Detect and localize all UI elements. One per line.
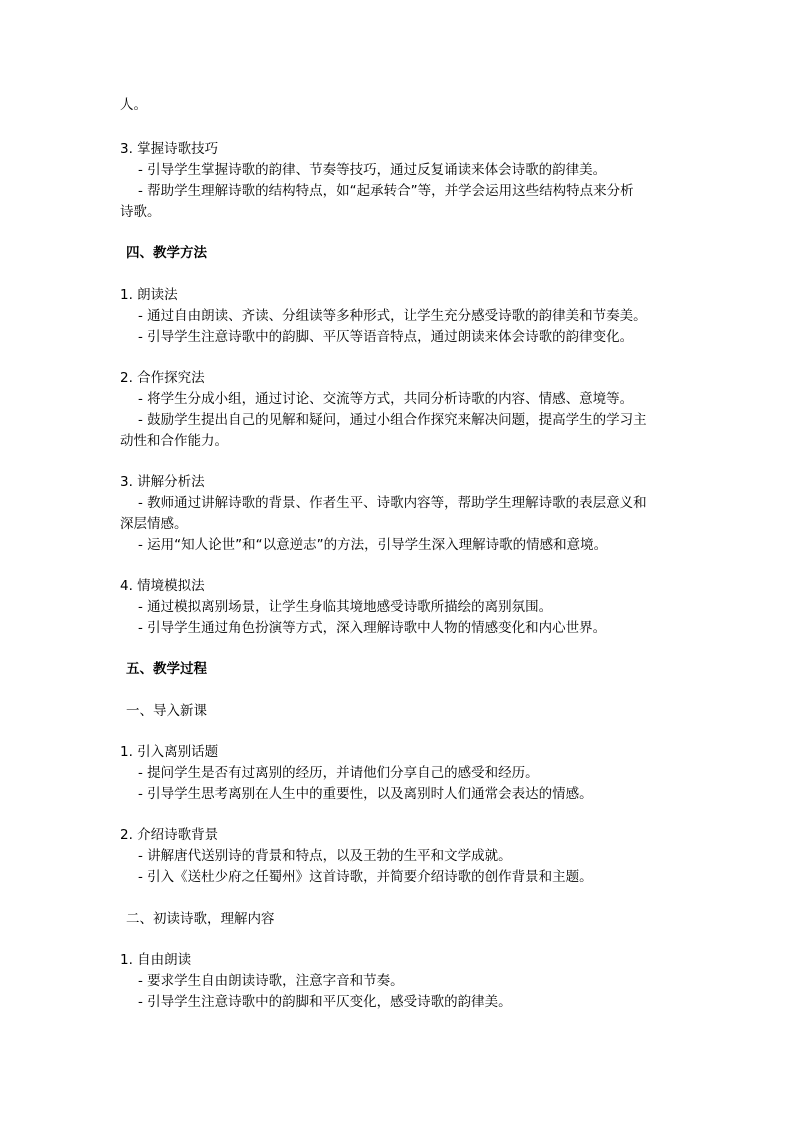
bullet-line: - 帮助学生理解诗歌的结构特点，如“起承转合”等，并学会运用这些结构特点来分析 — [138, 183, 634, 199]
section-heading: 四、教学方法 — [126, 245, 207, 261]
bullet-line: - 通过自由朗读、齐读、分组读等多种形式，让学生充分感受诗歌的韵律美和节奏美。 — [138, 308, 647, 324]
subsection-heading: 二、初读诗歌，理解内容 — [126, 911, 275, 927]
numbered-item: 1. 朗读法 — [120, 287, 178, 303]
bullet-line: - 鼓励学生提出自己的见解和疑问，通过小组合作探究来解决问题，提高学生的学习主 — [138, 412, 647, 428]
text-line: 动性和合作能力。 — [120, 433, 228, 449]
bullet-line: - 提问学生是否有过离别的经历，并请他们分享自己的感受和经历。 — [138, 765, 539, 781]
bullet-line: - 引导学生思考离别在人生中的重要性，以及离别时人们通常会表达的情感。 — [138, 786, 593, 802]
numbered-item: 2. 介绍诗歌背景 — [120, 827, 219, 843]
text-line: 人。 — [120, 97, 147, 113]
bullet-line: - 运用“知人论世”和“以意逆志”的方法，引导学生深入理解诗歌的情感和意境。 — [138, 537, 608, 553]
subsection-heading: 一、导入新课 — [126, 703, 207, 719]
bullet-line: - 要求学生自由朗读诗歌，注意字音和节奏。 — [138, 973, 404, 989]
numbered-item: 3. 讲解分析法 — [120, 474, 205, 490]
bullet-line: - 教师通过讲解诗歌的背景、作者生平、诗歌内容等，帮助学生理解诗歌的表层意义和 — [138, 495, 647, 511]
text-line: 深层情感。 — [120, 516, 188, 532]
section-heading: 五、教学过程 — [126, 661, 207, 677]
numbered-item: 1. 自由朗读 — [120, 952, 192, 968]
numbered-item: 3. 掌握诗歌技巧 — [120, 141, 219, 157]
bullet-line: - 将学生分成小组，通过讨论、交流等方式，共同分析诗歌的内容、情感、意境等。 — [138, 391, 634, 407]
numbered-item: 2. 合作探究法 — [120, 370, 205, 386]
bullet-line: - 引入《送杜少府之任蜀州》这首诗歌，并简要介绍诗歌的创作背景和主题。 — [138, 869, 593, 885]
bullet-line: - 通过模拟离别场景，让学生身临其境地感受诗歌所描绘的离别氛围。 — [138, 599, 553, 615]
bullet-line: - 引导学生掌握诗歌的韵律、节奏等技巧，通过反复诵读来体会诗歌的韵律美。 — [138, 162, 607, 178]
bullet-line: - 引导学生注意诗歌中的韵脚和平仄变化，感受诗歌的韵律美。 — [138, 994, 512, 1010]
bullet-line: - 引导学生通过角色扮演等方式，深入理解诗歌中人物的情感变化和内心世界。 — [138, 620, 607, 636]
numbered-item: 4. 情境模拟法 — [120, 578, 205, 594]
bullet-line: - 引导学生注意诗歌中的韵脚、平仄等语音特点，通过朗读来体会诗歌的韵律变化。 — [138, 329, 634, 345]
numbered-item: 1. 引入离别话题 — [120, 744, 219, 760]
bullet-line: - 讲解唐代送别诗的背景和特点，以及王勃的生平和文学成就。 — [138, 848, 512, 864]
text-line: 诗歌。 — [120, 204, 161, 220]
